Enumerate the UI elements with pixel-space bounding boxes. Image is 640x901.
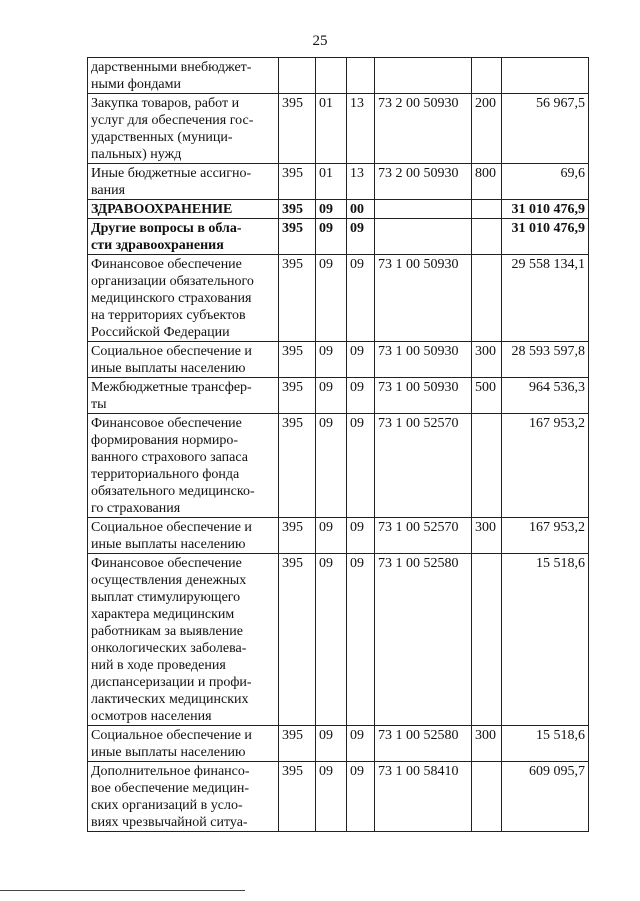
subsection-code-cell: 09 (347, 342, 375, 378)
table-row (88, 762, 589, 832)
section-code-cell: 09 (316, 414, 347, 518)
target-article-cell (375, 219, 472, 255)
expense-type-cell: 300 (472, 726, 502, 762)
amount-cell: 964 536,3 (502, 378, 589, 414)
expense-type-cell (472, 762, 502, 832)
row-name-cell: Закупка товаров, работ и услуг для обеспечения гос- ударственных (муници- пальных) нужд (88, 94, 279, 164)
amount-cell: 15 518,6 (502, 554, 589, 726)
table-row (88, 726, 589, 762)
section-code-cell: 09 (316, 342, 347, 378)
row-name-cell: Финансовое обеспечение организации обязательного медицинского страхования на территориях субъектов Российской Федерации (88, 255, 279, 342)
amount-cell: 69,6 (502, 164, 589, 200)
target-article-cell: 73 1 00 52580 (375, 726, 472, 762)
ministry-code-cell (279, 58, 316, 94)
table-row (88, 554, 589, 726)
expense-type-cell (472, 554, 502, 726)
amount-cell: 609 095,7 (502, 762, 589, 832)
amount-cell: 31 010 476,9 (502, 219, 589, 255)
target-article-cell: 73 1 00 50930 (375, 342, 472, 378)
section-code-cell: 09 (316, 255, 347, 342)
subsection-code-cell: 09 (347, 414, 375, 518)
table-row (88, 164, 589, 200)
ministry-code-cell: 395 (279, 164, 316, 200)
expense-type-cell (472, 219, 502, 255)
page-number: 25 (312, 33, 328, 49)
section-code-cell: 09 (316, 762, 347, 832)
subsection-code-cell: 09 (347, 554, 375, 726)
row-name-cell: Дополнительное финансо- вое обеспечение медицин- ских организаций в усло- виях чрезвычайной ситуа- (88, 762, 279, 832)
table-row (88, 518, 589, 554)
table-row (88, 219, 589, 255)
section-code-cell: 09 (316, 726, 347, 762)
row-name-cell: Межбюджетные трансфер- ты (88, 378, 279, 414)
target-article-cell (375, 200, 472, 219)
expense-type-cell (472, 414, 502, 518)
section-code-cell: 09 (316, 378, 347, 414)
target-article-cell: 73 1 00 50930 (375, 378, 472, 414)
subsection-code-cell: 00 (347, 200, 375, 219)
table-row (88, 255, 589, 342)
expense-type-cell: 300 (472, 518, 502, 554)
expense-type-cell: 500 (472, 378, 502, 414)
target-article-cell: 73 1 00 52570 (375, 518, 472, 554)
target-article-cell: 73 2 00 50930 (375, 164, 472, 200)
section-code-cell: 09 (316, 518, 347, 554)
row-name-cell: Финансовое обеспечение осуществления денежных выплат стимулирующего характера медицинским работникам за выявление онкологических заболева- ний в ходе проведения диспансеризации и профи- лактических медицинских осмотров населения (88, 554, 279, 726)
subsection-code-cell: 09 (347, 726, 375, 762)
ministry-code-cell: 395 (279, 378, 316, 414)
subsection-code-cell: 09 (347, 378, 375, 414)
table-row (88, 342, 589, 378)
subsection-code-cell: 09 (347, 518, 375, 554)
amount-cell (502, 58, 589, 94)
row-name-cell: Социальное обеспечение и иные выплаты населению (88, 726, 279, 762)
expense-type-cell: 300 (472, 342, 502, 378)
subsection-code-cell: 13 (347, 164, 375, 200)
table-row (88, 200, 589, 219)
subsection-code-cell: 09 (347, 219, 375, 255)
row-name-cell: Финансовое обеспечение формирования нормиро- ванного страхового запаса территориального фонда обязательного медицинско- го страхования (88, 414, 279, 518)
budget-table (87, 57, 589, 832)
ministry-code-cell: 395 (279, 200, 316, 219)
ministry-code-cell: 395 (279, 726, 316, 762)
table-row (88, 58, 589, 94)
target-article-cell: 73 1 00 50930 (375, 255, 472, 342)
row-name-cell: Социальное обеспечение и иные выплаты населению (88, 342, 279, 378)
amount-cell: 15 518,6 (502, 726, 589, 762)
row-name-cell: Иные бюджетные ассигно- вания (88, 164, 279, 200)
table-row (88, 414, 589, 518)
footnote-rule (0, 890, 245, 891)
target-article-cell: 73 1 00 52570 (375, 414, 472, 518)
amount-cell: 56 967,5 (502, 94, 589, 164)
expense-type-cell: 200 (472, 94, 502, 164)
subsection-code-cell: 09 (347, 255, 375, 342)
amount-cell: 28 593 597,8 (502, 342, 589, 378)
section-code-cell: 01 (316, 164, 347, 200)
section-code-cell: 09 (316, 219, 347, 255)
subsection-code-cell: 13 (347, 94, 375, 164)
target-article-cell: 73 1 00 58410 (375, 762, 472, 832)
amount-cell: 167 953,2 (502, 414, 589, 518)
ministry-code-cell: 395 (279, 219, 316, 255)
table-row (88, 94, 589, 164)
section-code-cell: 09 (316, 554, 347, 726)
section-code-cell: 01 (316, 94, 347, 164)
ministry-code-cell: 395 (279, 414, 316, 518)
ministry-code-cell: 395 (279, 518, 316, 554)
ministry-code-cell: 395 (279, 762, 316, 832)
expense-type-cell: 800 (472, 164, 502, 200)
expense-type-cell (472, 255, 502, 342)
section-code-cell: 09 (316, 200, 347, 219)
amount-cell: 167 953,2 (502, 518, 589, 554)
table-row (88, 378, 589, 414)
ministry-code-cell: 395 (279, 255, 316, 342)
amount-cell: 31 010 476,9 (502, 200, 589, 219)
expense-type-cell (472, 200, 502, 219)
section-code-cell (316, 58, 347, 94)
target-article-cell (375, 58, 472, 94)
subsection-code-cell: 09 (347, 762, 375, 832)
row-name-cell: Другие вопросы в обла- сти здравоохранения (88, 219, 279, 255)
expense-type-cell (472, 58, 502, 94)
ministry-code-cell: 395 (279, 94, 316, 164)
target-article-cell: 73 1 00 52580 (375, 554, 472, 726)
ministry-code-cell: 395 (279, 342, 316, 378)
subsection-code-cell (347, 58, 375, 94)
ministry-code-cell: 395 (279, 554, 316, 726)
row-name-cell: Социальное обеспечение и иные выплаты населению (88, 518, 279, 554)
amount-cell: 29 558 134,1 (502, 255, 589, 342)
row-name-cell: дарственными внебюджет- ными фондами (88, 58, 279, 94)
target-article-cell: 73 2 00 50930 (375, 94, 472, 164)
row-name-cell: ЗДРАВООХРАНЕНИЕ (88, 200, 279, 219)
